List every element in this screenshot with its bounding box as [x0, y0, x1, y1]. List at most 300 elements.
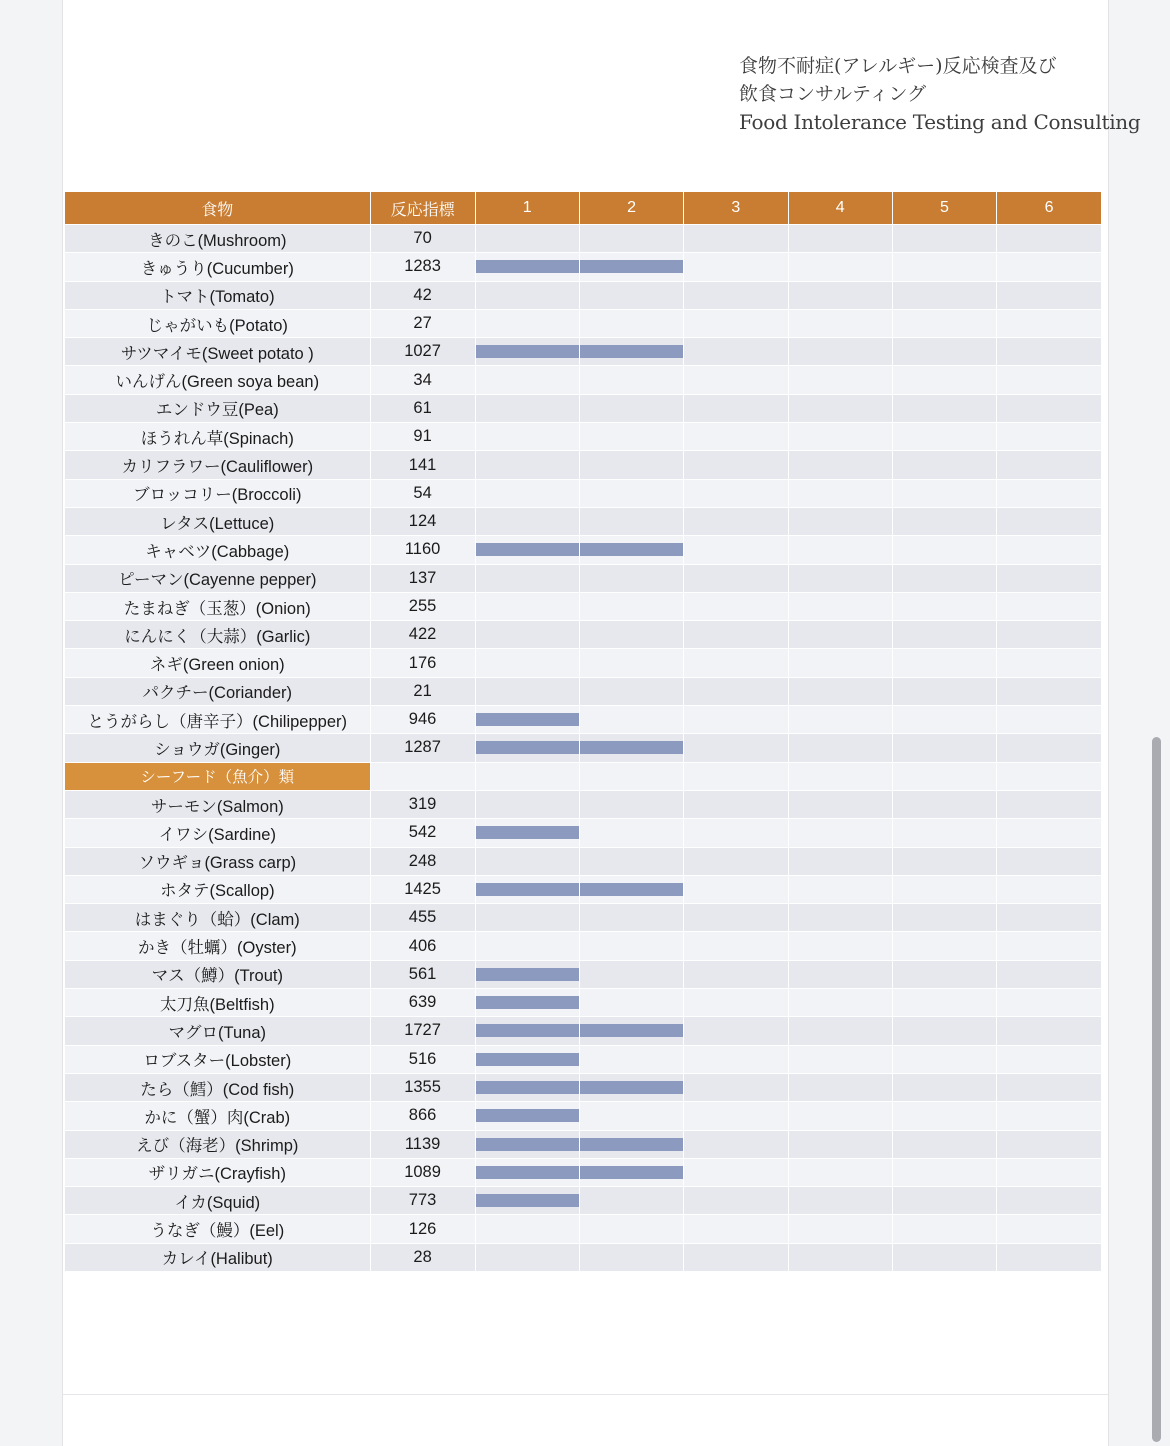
- level-3-cell: [684, 677, 788, 705]
- level-3-cell: [684, 253, 788, 281]
- level-2-cell: [579, 677, 683, 705]
- table-row: [65, 706, 1101, 734]
- level-2-cell: [579, 1045, 683, 1073]
- food-name-cell: じゃがいも(Potato): [65, 309, 370, 337]
- level-6-cell: [997, 706, 1101, 734]
- level-2-cell: [579, 225, 683, 253]
- level-6-cell: [997, 989, 1101, 1017]
- table-row: [65, 1215, 1101, 1243]
- level-6-cell: [997, 338, 1101, 366]
- column-header-level-6: 6: [997, 192, 1101, 225]
- level-1-cell: [475, 309, 579, 337]
- level-4-cell: [788, 394, 892, 422]
- level-6-cell: [997, 366, 1101, 394]
- level-6-cell: [997, 1215, 1101, 1243]
- level-3-cell: [684, 1187, 788, 1215]
- table-row: [65, 366, 1101, 394]
- table-row: [65, 1102, 1101, 1130]
- level-6-cell: [997, 309, 1101, 337]
- level-2-cell: [579, 706, 683, 734]
- food-name-cell: たまねぎ（玉葱）(Onion): [65, 592, 370, 620]
- level-1-cell: [475, 734, 579, 762]
- level-2-cell: [579, 1073, 683, 1101]
- food-name-cell: 太刀魚(Beltfish): [65, 989, 370, 1017]
- level-1-cell: [475, 479, 579, 507]
- level-2-cell: [579, 1102, 683, 1130]
- level-1-cell: [475, 1130, 579, 1158]
- level-bar: [476, 1024, 579, 1037]
- level-5-cell: [892, 1187, 996, 1215]
- level-6-cell: [997, 677, 1101, 705]
- level-6-cell: [997, 932, 1101, 960]
- food-name-cell: ソウギョ(Grass carp): [65, 847, 370, 875]
- level-5-cell: [892, 1017, 996, 1045]
- level-1-cell: [475, 875, 579, 903]
- document-header: [739, 52, 1140, 136]
- level-2-cell: [579, 790, 683, 818]
- level-3-cell: [684, 960, 788, 988]
- level-3-cell: [684, 394, 788, 422]
- table-row: [65, 451, 1101, 479]
- food-name-cell: マス（鱒）(Trout): [65, 960, 370, 988]
- food-name-cell: えび（海老）(Shrimp): [65, 1130, 370, 1158]
- column-header-level-3: 3: [684, 192, 788, 225]
- level-6-cell: [997, 281, 1101, 309]
- table-row: [65, 621, 1101, 649]
- level-bar: [476, 826, 579, 839]
- food-name-cell: たら（鱈）(Cod fish): [65, 1073, 370, 1101]
- reaction-index-cell: 639: [370, 989, 475, 1017]
- page-divider: [63, 1394, 1108, 1395]
- level-3-cell: [684, 1073, 788, 1101]
- level-bar: [476, 345, 579, 358]
- level-4-cell: [788, 677, 892, 705]
- food-name-cell: サツマイモ(Sweet potato ): [65, 338, 370, 366]
- food-name-cell: いんげん(Green soya bean): [65, 366, 370, 394]
- level-2-cell: [579, 536, 683, 564]
- level-5-cell: [892, 507, 996, 535]
- level-3-cell: [684, 819, 788, 847]
- table-row: [65, 1243, 1101, 1271]
- level-4-cell: [788, 932, 892, 960]
- food-name-cell: ピーマン(Cayenne pepper): [65, 564, 370, 592]
- document-page: [62, 0, 1141, 1446]
- level-3-cell: [684, 536, 788, 564]
- food-name-cell: にんにく（大蒜）(Garlic): [65, 621, 370, 649]
- level-bar: [476, 1109, 579, 1122]
- reaction-index-cell: 255: [370, 592, 475, 620]
- level-6-cell: [997, 507, 1101, 535]
- food-name-cell: イワシ(Sardine): [65, 819, 370, 847]
- level-1-cell: [475, 790, 579, 818]
- section-label: シーフード（魚介）類: [65, 762, 370, 790]
- level-6-cell: [997, 1130, 1101, 1158]
- level-5-cell: [892, 1243, 996, 1271]
- reaction-index-cell: 27: [370, 309, 475, 337]
- level-4-cell: [788, 1017, 892, 1045]
- level-6-cell: [997, 423, 1101, 451]
- table-row: [65, 932, 1101, 960]
- reaction-index-cell: 141: [370, 451, 475, 479]
- column-header-level-5: 5: [892, 192, 996, 225]
- food-name-cell: ホタテ(Scallop): [65, 875, 370, 903]
- level-3-cell: [684, 1102, 788, 1130]
- level-3-cell: [684, 621, 788, 649]
- table-row: [65, 253, 1101, 281]
- level-5-cell: [892, 281, 996, 309]
- level-4-cell: [788, 1045, 892, 1073]
- level-3-cell: [684, 706, 788, 734]
- level-1-cell: [475, 536, 579, 564]
- level-5-cell: [892, 621, 996, 649]
- food-name-cell: トマト(Tomato): [65, 281, 370, 309]
- food-intolerance-table: [65, 192, 1101, 1271]
- level-3-cell: [684, 225, 788, 253]
- table-row: [65, 1130, 1101, 1158]
- level-5-cell: [892, 1045, 996, 1073]
- level-3-cell: [684, 1045, 788, 1073]
- level-1-cell: [475, 1187, 579, 1215]
- level-3-cell: [684, 451, 788, 479]
- reaction-index-cell: 1160: [370, 536, 475, 564]
- reaction-index-cell: 516: [370, 1045, 475, 1073]
- level-2-cell: [579, 281, 683, 309]
- food-name-cell: ほうれん草(Spinach): [65, 423, 370, 451]
- reaction-index-cell: 21: [370, 677, 475, 705]
- level-3-cell: [684, 932, 788, 960]
- level-5-cell: [892, 338, 996, 366]
- level-2-cell: [579, 366, 683, 394]
- level-2-cell: [579, 1130, 683, 1158]
- level-1-cell: [475, 507, 579, 535]
- level-4-cell: [788, 338, 892, 366]
- level-6-cell: [997, 904, 1101, 932]
- reaction-index-cell: 1425: [370, 875, 475, 903]
- level-bar: [476, 883, 579, 896]
- table-row: [65, 875, 1101, 903]
- food-name-cell: かき（牡蠣）(Oyster): [65, 932, 370, 960]
- level-3-cell: [684, 338, 788, 366]
- level-4-cell: [788, 960, 892, 988]
- reaction-index-cell: 422: [370, 621, 475, 649]
- level-3-cell: [684, 1017, 788, 1045]
- level-4-cell: [788, 989, 892, 1017]
- table-row: [65, 1073, 1101, 1101]
- table-row: [65, 1017, 1101, 1045]
- level-bar: [476, 1053, 579, 1066]
- level-4-cell: [788, 1102, 892, 1130]
- level-6-cell: [997, 734, 1101, 762]
- level-5-cell: [892, 536, 996, 564]
- level-5-cell: [892, 989, 996, 1017]
- empty-cell: [997, 762, 1101, 790]
- level-bar: [580, 1081, 683, 1094]
- level-4-cell: [788, 1130, 892, 1158]
- reaction-index-cell: 1355: [370, 1073, 475, 1101]
- level-6-cell: [997, 649, 1101, 677]
- reaction-index-cell: 455: [370, 904, 475, 932]
- food-name-cell: きゅうり(Cucumber): [65, 253, 370, 281]
- level-1-cell: [475, 394, 579, 422]
- level-5-cell: [892, 253, 996, 281]
- column-header-reaction-index: 反応指標: [370, 192, 475, 225]
- level-2-cell: [579, 734, 683, 762]
- level-5-cell: [892, 706, 996, 734]
- table-row: [65, 1187, 1101, 1215]
- level-5-cell: [892, 309, 996, 337]
- level-bar: [476, 543, 579, 556]
- level-1-cell: [475, 904, 579, 932]
- level-4-cell: [788, 281, 892, 309]
- table-row: [65, 1045, 1101, 1073]
- food-name-cell: うなぎ（鰻）(Eel): [65, 1215, 370, 1243]
- level-2-cell: [579, 564, 683, 592]
- column-header-level-4: 4: [788, 192, 892, 225]
- level-4-cell: [788, 507, 892, 535]
- table-row: [65, 536, 1101, 564]
- level-1-cell: [475, 423, 579, 451]
- level-6-cell: [997, 253, 1101, 281]
- table-row: [65, 649, 1101, 677]
- reaction-index-cell: 1089: [370, 1158, 475, 1186]
- reaction-index-cell: 773: [370, 1187, 475, 1215]
- level-bar: [476, 713, 579, 726]
- level-3-cell: [684, 479, 788, 507]
- level-3-cell: [684, 592, 788, 620]
- reaction-index-cell: 126: [370, 1215, 475, 1243]
- level-2-cell: [579, 338, 683, 366]
- level-5-cell: [892, 875, 996, 903]
- level-3-cell: [684, 847, 788, 875]
- level-5-cell: [892, 1158, 996, 1186]
- level-bar: [476, 968, 579, 981]
- reaction-index-cell: 124: [370, 507, 475, 535]
- level-4-cell: [788, 1187, 892, 1215]
- level-5-cell: [892, 819, 996, 847]
- level-bar: [476, 1138, 579, 1151]
- level-2-cell: [579, 507, 683, 535]
- level-3-cell: [684, 649, 788, 677]
- level-4-cell: [788, 621, 892, 649]
- level-5-cell: [892, 564, 996, 592]
- level-2-cell: [579, 1158, 683, 1186]
- empty-cell: [475, 762, 579, 790]
- level-3-cell: [684, 281, 788, 309]
- level-6-cell: [997, 225, 1101, 253]
- table-row: [65, 225, 1101, 253]
- level-2-cell: [579, 253, 683, 281]
- level-bar: [580, 741, 683, 754]
- level-3-cell: [684, 1158, 788, 1186]
- level-bar: [476, 1081, 579, 1094]
- level-6-cell: [997, 564, 1101, 592]
- level-5-cell: [892, 677, 996, 705]
- level-5-cell: [892, 847, 996, 875]
- level-4-cell: [788, 592, 892, 620]
- level-5-cell: [892, 366, 996, 394]
- level-6-cell: [997, 1243, 1101, 1271]
- level-4-cell: [788, 734, 892, 762]
- table-row: [65, 734, 1101, 762]
- level-4-cell: [788, 1215, 892, 1243]
- level-1-cell: [475, 1045, 579, 1073]
- reaction-index-cell: 561: [370, 960, 475, 988]
- level-2-cell: [579, 479, 683, 507]
- level-3-cell: [684, 423, 788, 451]
- level-6-cell: [997, 875, 1101, 903]
- food-name-cell: ザリガニ(Crayfish): [65, 1158, 370, 1186]
- table-row: [65, 819, 1101, 847]
- level-6-cell: [997, 1045, 1101, 1073]
- empty-cell: [788, 762, 892, 790]
- level-1-cell: [475, 592, 579, 620]
- level-1-cell: [475, 960, 579, 988]
- level-bar: [580, 345, 683, 358]
- level-1-cell: [475, 989, 579, 1017]
- level-4-cell: [788, 1243, 892, 1271]
- level-5-cell: [892, 960, 996, 988]
- level-6-cell: [997, 847, 1101, 875]
- level-1-cell: [475, 819, 579, 847]
- food-name-cell: はまぐり（蛤）(Clam): [65, 904, 370, 932]
- food-name-cell: カレイ(Halibut): [65, 1243, 370, 1271]
- level-2-cell: [579, 1187, 683, 1215]
- level-bar: [476, 1194, 579, 1207]
- level-1-cell: [475, 253, 579, 281]
- level-bar: [580, 1138, 683, 1151]
- reaction-index-cell: 319: [370, 790, 475, 818]
- level-4-cell: [788, 1073, 892, 1101]
- table-row: [65, 309, 1101, 337]
- level-4-cell: [788, 536, 892, 564]
- reaction-index-cell: 176: [370, 649, 475, 677]
- food-name-cell: ネギ(Green onion): [65, 649, 370, 677]
- level-5-cell: [892, 451, 996, 479]
- level-4-cell: [788, 366, 892, 394]
- food-name-cell: かに（蟹）肉(Crab): [65, 1102, 370, 1130]
- level-3-cell: [684, 875, 788, 903]
- level-2-cell: [579, 309, 683, 337]
- table-row: [65, 338, 1101, 366]
- level-4-cell: [788, 225, 892, 253]
- table-row: [65, 592, 1101, 620]
- scrollbar-thumb[interactable]: [1152, 737, 1161, 1442]
- reaction-index-cell: 1283: [370, 253, 475, 281]
- level-1-cell: [475, 366, 579, 394]
- level-4-cell: [788, 706, 892, 734]
- level-5-cell: [892, 1130, 996, 1158]
- level-4-cell: [788, 423, 892, 451]
- level-6-cell: [997, 1102, 1101, 1130]
- food-name-cell: イカ(Squid): [65, 1187, 370, 1215]
- section-row: [65, 762, 1101, 790]
- level-2-cell: [579, 621, 683, 649]
- level-4-cell: [788, 649, 892, 677]
- level-5-cell: [892, 904, 996, 932]
- level-6-cell: [997, 592, 1101, 620]
- reaction-index-cell: 42: [370, 281, 475, 309]
- level-4-cell: [788, 253, 892, 281]
- level-1-cell: [475, 1215, 579, 1243]
- level-2-cell: [579, 960, 683, 988]
- reaction-index-cell: 406: [370, 932, 475, 960]
- level-5-cell: [892, 932, 996, 960]
- food-name-cell: レタス(Lettuce): [65, 507, 370, 535]
- reaction-index-cell: 1027: [370, 338, 475, 366]
- level-1-cell: [475, 847, 579, 875]
- level-1-cell: [475, 706, 579, 734]
- food-name-cell: エンドウ豆(Pea): [65, 394, 370, 422]
- header-title-jp-1: 食物不耐症(アレルギー)反応検査及び: [739, 55, 1057, 77]
- level-2-cell: [579, 592, 683, 620]
- table-row: [65, 394, 1101, 422]
- level-6-cell: [997, 790, 1101, 818]
- level-5-cell: [892, 1215, 996, 1243]
- empty-cell: [684, 762, 788, 790]
- table-header-row: [65, 192, 1101, 225]
- level-3-cell: [684, 564, 788, 592]
- level-3-cell: [684, 904, 788, 932]
- table-row: [65, 281, 1101, 309]
- reaction-index-cell: 248: [370, 847, 475, 875]
- level-5-cell: [892, 1102, 996, 1130]
- food-name-cell: とうがらし（唐辛子）(Chilipepper): [65, 706, 370, 734]
- level-3-cell: [684, 790, 788, 818]
- level-1-cell: [475, 621, 579, 649]
- level-bar: [476, 260, 579, 273]
- table-row: [65, 904, 1101, 932]
- level-2-cell: [579, 819, 683, 847]
- level-6-cell: [997, 1187, 1101, 1215]
- header-title-en: Food Intolerance Testing and Consulting: [739, 110, 1141, 134]
- food-name-cell: マグロ(Tuna): [65, 1017, 370, 1045]
- level-1-cell: [475, 281, 579, 309]
- level-2-cell: [579, 847, 683, 875]
- level-1-cell: [475, 1102, 579, 1130]
- empty-cell: [579, 762, 683, 790]
- level-4-cell: [788, 904, 892, 932]
- level-6-cell: [997, 1017, 1101, 1045]
- table-row: [65, 479, 1101, 507]
- level-5-cell: [892, 225, 996, 253]
- level-bar: [580, 883, 683, 896]
- level-5-cell: [892, 649, 996, 677]
- level-bar: [476, 996, 579, 1009]
- level-3-cell: [684, 309, 788, 337]
- level-5-cell: [892, 479, 996, 507]
- food-name-cell: パクチー(Coriander): [65, 677, 370, 705]
- food-name-cell: ショウガ(Ginger): [65, 734, 370, 762]
- reaction-index-cell: 946: [370, 706, 475, 734]
- level-bar: [476, 741, 579, 754]
- level-2-cell: [579, 875, 683, 903]
- level-2-cell: [579, 1215, 683, 1243]
- level-4-cell: [788, 875, 892, 903]
- level-1-cell: [475, 1158, 579, 1186]
- table-row: [65, 423, 1101, 451]
- level-6-cell: [997, 1158, 1101, 1186]
- food-name-cell: ロブスター(Lobster): [65, 1045, 370, 1073]
- reaction-index-cell: 137: [370, 564, 475, 592]
- table-row: [65, 507, 1101, 535]
- level-4-cell: [788, 847, 892, 875]
- reaction-index-cell: 54: [370, 479, 475, 507]
- reaction-index-cell: 34: [370, 366, 475, 394]
- level-4-cell: [788, 309, 892, 337]
- level-5-cell: [892, 423, 996, 451]
- level-2-cell: [579, 423, 683, 451]
- level-3-cell: [684, 1215, 788, 1243]
